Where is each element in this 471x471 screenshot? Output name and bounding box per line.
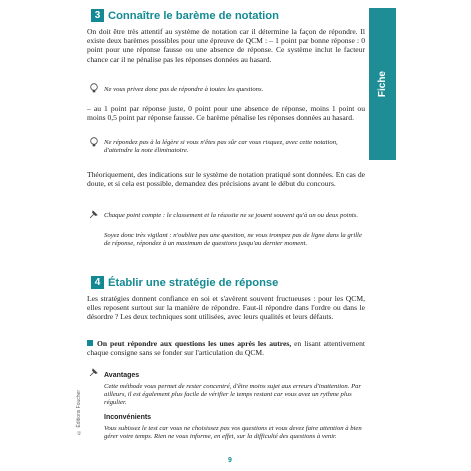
advantages-heading: Avantages xyxy=(104,372,140,379)
section-4-paragraph-2 xyxy=(87,339,365,357)
lightbulb-icon xyxy=(88,136,100,148)
tip-3b: Soyez donc très vigilant : n'oubliez pas une question, ne vous trompez pas de ligne dans la grille de réponse, répondez à un maximum de questions jusqu'au dernier moment. xyxy=(104,232,362,248)
section-3-paragraph-1: On doit être très attentif au système de notation car il détermine la façon de répondre. Il existe deux barèmes possibles pour une épreuve de QCM : – 1 point par bonne réponse : 0 point pour une réponse fausse ou une absence de réponse. Ce système inclut le facteur chance car il ne pénalise pas les réponses données au hasard. xyxy=(87,27,365,64)
drawbacks-text: Vous subissez le test car vous ne choisissez pas vos questions et vous devez faire attention à bien gérer votre temps. Rien ne vous informe, en effet, sur la difficulté des questions à venir. xyxy=(104,425,362,441)
tip-2: Ne répondez pas à la légère si vous n'êtes pas sûr car vous risquez, avec cette notation, d'atteindre la note éliminatoire. xyxy=(104,139,338,155)
section-3-heading xyxy=(91,9,279,22)
drawbacks-heading: Inconvénients xyxy=(104,414,152,421)
tip-3: Chaque point compte : le classement et la réussite ne se jouent souvent qu'à un ou deux points. xyxy=(104,212,359,219)
tip-1: Ne vous privez donc pas de répondre à toutes les questions. xyxy=(104,86,264,93)
section-3-title: Connaître le barème de notation xyxy=(108,9,279,22)
pushpin-icon xyxy=(88,208,100,220)
section-3-paragraph-3: Théoriquement, des indications sur le système de notation pratiqué sont données. En cas de doute, et si cela est possible, demandez des précisions avant le début du concours. xyxy=(87,170,365,189)
section-4-number: 4 xyxy=(91,276,104,289)
lightbulb-icon xyxy=(88,82,100,94)
section-3-paragraph-2: – au 1 point par réponse juste, 0 point pour une absence de réponse, moins 1 point ou moins 0,5 point par réponse fausse. Ce barème pénalise les réponses données au hasard. xyxy=(87,104,365,123)
advantages-text: Cette méthode vous permet de rester concentré, d'être moins sujet aux erreurs d'inattention. Par ailleurs, il est également plus facile de vérifier le temps restant car vous avez un rythme plus régulier. xyxy=(104,383,362,407)
section-3-number: 3 xyxy=(91,9,104,22)
square-bullet-icon xyxy=(87,340,93,346)
section-4-title: Établir une stratégie de réponse xyxy=(108,276,279,289)
section-4-heading xyxy=(91,276,278,289)
fiche-tab xyxy=(369,8,396,160)
section-4-paragraph-2-bold: On peut répondre aux questions les unes après les autres, xyxy=(97,339,292,348)
section-4-paragraph-1: Les stratégies donnent confiance en soi et s'avèrent souvent fructueuses : pour les QCM, elles reposent surtout sur la manière de répondre. Faut-il répondre dans l'ordre ou dans le désordre ? Les deux techniques sont utilisées, avec leurs qualités et leurs défauts. xyxy=(87,294,365,322)
copyright: © Éditions Foucher xyxy=(76,390,82,435)
section-4-paragraph-2-rest: en lisant attentivement chaque consigne sans se fonder sur l'articulation du QCM. xyxy=(87,339,365,358)
fiche-tab-label: Fiche xyxy=(377,70,388,98)
page-number: 9 xyxy=(228,457,232,464)
pushpin-icon xyxy=(88,366,100,378)
